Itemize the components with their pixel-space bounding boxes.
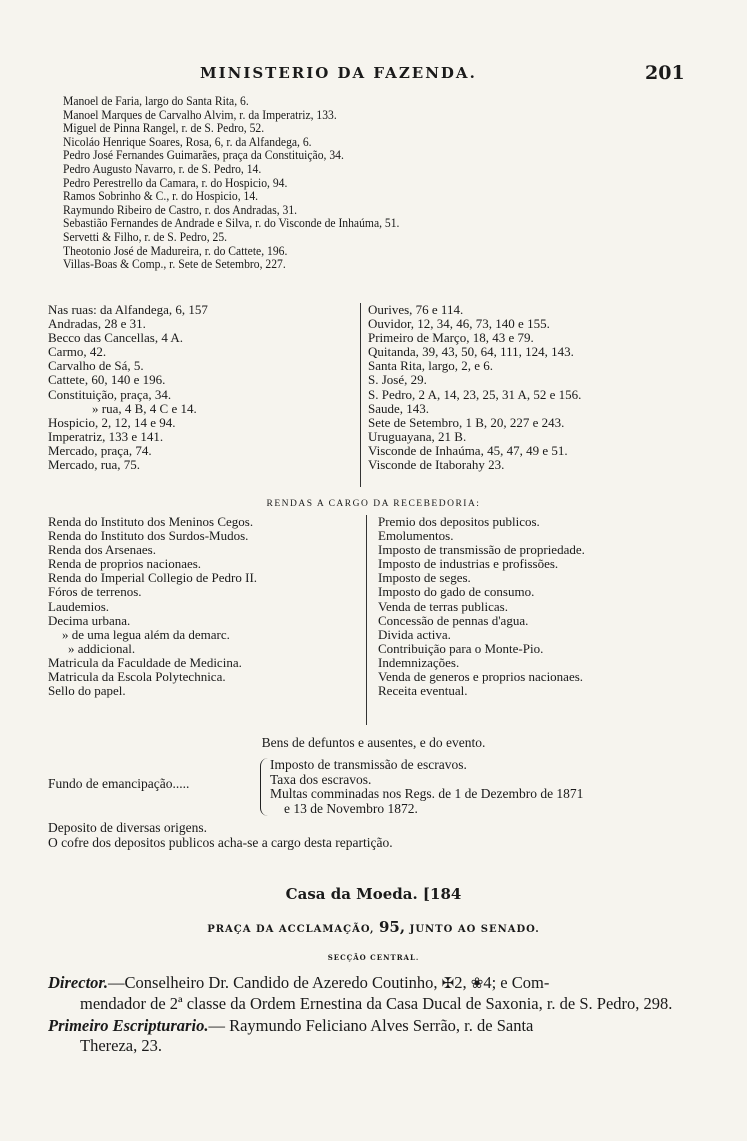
address-line: [0, 918, 747, 936]
staff-continuation: mendador de 2ª classe da Ordem Ernestina da Casa Ducal de Saxonia, r. de S. Pedro, 298.: [80, 994, 673, 1013]
street-item: Ourives, 76 e 114.: [368, 302, 464, 317]
rose-order-icon: ❀: [470, 976, 484, 992]
renda-item: Fóros de terrenos.: [48, 584, 142, 600]
list-item: Theotonio José de Madureira, r. do Cattete, 196.: [63, 243, 288, 258]
section-title: Casa da Moeda. [184: [285, 885, 462, 903]
renda-item: Indemnizações.: [378, 654, 460, 670]
renda-item: Venda de terras publicas.: [378, 598, 508, 614]
street-item: » rua, 4 B, 4 C e 14.: [92, 400, 197, 416]
renda-item: Renda dos Arsenaes.: [48, 542, 156, 558]
list-item: Servetti & Filho, r. de S. Pedro, 25.: [63, 229, 228, 244]
fundo-item: Imposto de transmissão de escravos.: [270, 757, 467, 772]
street-item: Mercado, praça, 74.: [48, 442, 152, 458]
street-item: Primeiro de Março, 18, 43 e 79.: [368, 330, 534, 346]
staff-text: — Raymundo Feliciano Alves Serrão, r. de Santa: [208, 1016, 534, 1035]
subsection-title: SECÇÃO CENTRAL.: [327, 953, 420, 962]
street-item: Carmo, 42.: [48, 344, 107, 360]
bens-heading: Bens de defuntos e ausentes, e do evento.: [261, 735, 486, 750]
column-divider: [360, 303, 361, 487]
list-item: Miguel de Pinna Rangel, r. de S. Pedro, 52.: [63, 121, 265, 136]
renda-item: Premio dos depositos publicos.: [378, 514, 540, 529]
renda-item: Renda do Instituto dos Surdos-Mudos.: [48, 528, 249, 544]
fundo-label: Fundo de emancipação.....: [48, 776, 190, 791]
staff-continuation: Thereza, 23.: [80, 1036, 162, 1055]
fundo-item: Multas comminadas nos Regs. de 1 de Dezembro de 1871: [270, 786, 584, 801]
street-item: Saude, 143.: [368, 400, 430, 416]
street-item: Uruguayana, 21 B.: [368, 428, 467, 444]
renda-item: Laudemios.: [48, 598, 110, 614]
list-item: Manoel de Faria, largo do Santa Rita, 6.: [63, 94, 249, 108]
staff-entry-director: [48, 973, 688, 1014]
renda-item: Imposto de seges.: [378, 570, 471, 586]
renda-item: Emolumentos.: [378, 528, 454, 544]
names-list: [63, 95, 703, 272]
renda-item: Renda do Imperial Collegio de Pedro II.: [48, 570, 258, 586]
renda-item: Matricula da Faculdade de Medicina.: [48, 654, 242, 670]
list-item: Nicoláo Henrique Soares, Rosa, 6, r. da Alfandega, 6.: [63, 134, 312, 149]
renda-item: » addicional.: [68, 640, 136, 656]
street-item: Nas ruas: da Alfandega, 6, 157: [48, 302, 208, 317]
renda-item: Decima urbana.: [48, 612, 131, 628]
column-divider: [366, 515, 367, 725]
renda-item: Renda do Instituto dos Meninos Cegos.: [48, 514, 254, 529]
street-item: S. Pedro, 2 A, 14, 23, 25, 31 A, 52 e 156.: [368, 386, 582, 402]
renda-item: Receita eventual.: [378, 683, 468, 699]
rendas-heading: RENDAS A CARGO DA RECEBEDORIA:: [266, 499, 481, 509]
street-item: S. José, 29.: [368, 372, 427, 388]
list-item: Sebastião Fernandes de Andrade e Silva, r. do Visconde de Inhaúma, 51.: [63, 216, 400, 231]
cross-of-order-icon: ✠: [441, 976, 455, 992]
street-item: Visconde de Itaborahy 23.: [368, 457, 505, 473]
renda-item: Venda de generos e proprios nacionaes.: [378, 669, 584, 685]
list-item: Pedro Augusto Navarro, r. de S. Pedro, 14.: [63, 161, 262, 176]
order-count: 2,: [454, 973, 467, 992]
list-item: Pedro José Fernandes Guimarães, praça da Constituição, 34.: [63, 148, 344, 163]
streets-left-column: [48, 303, 358, 472]
street-item: Carvalho de Sá, 5.: [48, 358, 144, 374]
streets-right-column: [368, 303, 708, 472]
renda-item: Divida activa.: [378, 626, 451, 642]
street-item: Constituição, praça, 34.: [48, 386, 172, 402]
depositos-notes: [48, 820, 393, 850]
street-item: Quitanda, 39, 43, 50, 64, 111, 124, 143.: [368, 344, 574, 360]
renda-item: Matricula da Escola Polytechnica.: [48, 669, 226, 685]
staff-list: [48, 973, 688, 1058]
list-item: Manoel Marques de Carvalho Alvim, r. da Imperatriz, 133.: [63, 107, 337, 122]
street-item: Cattete, 60, 140 e 196.: [48, 372, 166, 388]
street-item: Mercado, rua, 75.: [48, 457, 141, 473]
renda-item: Contribuição para o Monte-Pio.: [378, 640, 544, 656]
address-prefix: PRAÇA DA ACCLAMAÇÃO,: [207, 924, 375, 935]
page-header: [0, 64, 747, 88]
renda-item: Imposto do gado de consumo.: [378, 584, 535, 600]
street-item: Becco das Cancellas, 4 A.: [48, 330, 184, 346]
rendas-left-column: [48, 515, 368, 698]
renda-item: Sello do papel.: [48, 683, 126, 699]
list-item: Ramos Sobrinho & C., r. do Hospicio, 14.: [63, 189, 259, 204]
order-count: 4; e Com-: [483, 973, 550, 992]
list-item: Raymundo Ribeiro de Castro, r. dos Andradas, 31.: [63, 202, 298, 217]
list-item: Villas-Boas & Comp., r. Sete de Setembro, 227.: [63, 257, 286, 272]
street-item: Imperatriz, 133 e 141.: [48, 428, 164, 444]
renda-item: Concessão de pennas d'agua.: [378, 612, 529, 628]
note-line: O cofre dos depositos publicos acha-se a cargo desta repartição.: [48, 835, 393, 850]
street-item: Hospicio, 2, 12, 14 e 94.: [48, 414, 176, 430]
staff-entry-escripturario: [48, 1016, 688, 1056]
fundo-emancipacao: [48, 758, 698, 818]
address-suffix: JUNTO AO SENADO.: [409, 924, 540, 935]
address-number: 95,: [379, 918, 406, 936]
renda-item: Imposto de transmissão de propriedade.: [378, 542, 585, 558]
page-number: 201: [645, 62, 685, 84]
fundo-item: e 13 de Novembro 1872.: [284, 800, 418, 816]
note-line: Deposito de diversas origens.: [48, 820, 207, 835]
street-item: Sete de Setembro, 1 B, 20, 227 e 243.: [368, 414, 565, 430]
renda-item: » de uma legua além da demarc.: [62, 626, 230, 642]
staff-role: Primeiro Escripturario.: [48, 1016, 209, 1035]
staff-role: Director.: [48, 973, 109, 992]
street-item: Visconde de Inhaúma, 45, 47, 49 e 51.: [368, 442, 568, 458]
running-title: MINISTERIO DA FAZENDA.: [200, 64, 477, 82]
street-item: Ouvidor, 12, 34, 46, 73, 140 e 155.: [368, 316, 550, 332]
fundo-items: [270, 758, 583, 816]
rendas-right-column: [378, 515, 708, 698]
staff-text: —Conselheiro Dr. Candido de Azeredo Coutinho,: [108, 973, 438, 992]
street-item: Santa Rita, largo, 2, e 6.: [368, 358, 494, 374]
street-item: Andradas, 28 e 31.: [48, 316, 146, 332]
renda-item: Renda de proprios nacionaes.: [48, 556, 202, 572]
list-item: Pedro Perestrello da Camara, r. do Hospicio, 94.: [63, 175, 288, 190]
fundo-item: Taxa dos escravos.: [270, 771, 372, 787]
renda-item: Imposto de industrias e profissões.: [378, 556, 559, 572]
